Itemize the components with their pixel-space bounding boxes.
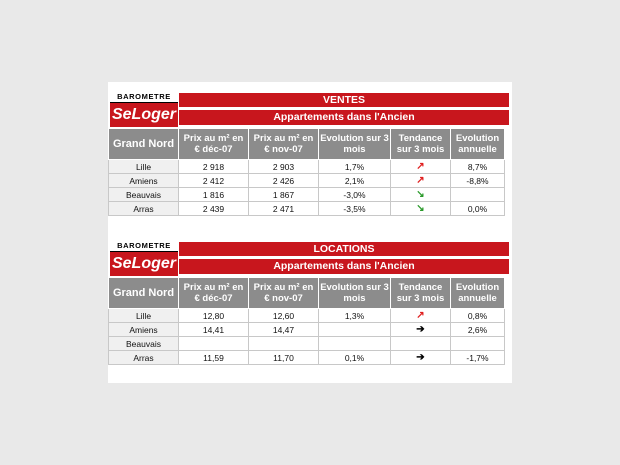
sales-table bbox=[108, 128, 505, 216]
price-nov-cell: 2 903 bbox=[249, 160, 319, 174]
trend-down-arrow-icon: ↘ bbox=[391, 202, 451, 216]
table-row bbox=[109, 323, 505, 337]
table-row bbox=[109, 202, 505, 216]
annual-cell: 0,8% bbox=[451, 309, 505, 323]
city-cell: Amiens bbox=[109, 174, 179, 188]
evolution-3m-cell bbox=[319, 337, 391, 351]
logo-brand-text: SeLoger bbox=[110, 252, 178, 276]
evolution-3m-cell: -3,0% bbox=[319, 188, 391, 202]
price-dec-cell bbox=[179, 337, 249, 351]
annual-cell: 0,0% bbox=[451, 202, 505, 216]
barometer-sheet bbox=[108, 82, 512, 383]
header-price-dec: Prix au m² en € déc-07 bbox=[179, 278, 249, 309]
header-region: Grand Nord bbox=[109, 129, 179, 160]
evolution-3m-cell: 0,1% bbox=[319, 351, 391, 365]
sales-title: VENTES bbox=[178, 92, 510, 108]
table-row bbox=[109, 337, 505, 351]
city-cell: Beauvais bbox=[109, 188, 179, 202]
annual-cell: 2,6% bbox=[451, 323, 505, 337]
price-nov-cell: 12,60 bbox=[249, 309, 319, 323]
logo-brand-text: SeLoger bbox=[110, 103, 178, 127]
trend-flat-arrow-icon: ➔ bbox=[391, 351, 451, 365]
trend-cell bbox=[391, 337, 451, 351]
city-cell: Beauvais bbox=[109, 337, 179, 351]
logo-barometre-text: BAROMETRE bbox=[110, 241, 178, 252]
rentals-header-row bbox=[109, 278, 505, 309]
header-trend-3m: Tendance sur 3 mois bbox=[391, 129, 451, 160]
header-price-dec: Prix au m² en € déc-07 bbox=[179, 129, 249, 160]
evolution-3m-cell: 1,3% bbox=[319, 309, 391, 323]
annual-cell bbox=[451, 188, 505, 202]
price-nov-cell: 2 426 bbox=[249, 174, 319, 188]
table-row bbox=[109, 188, 505, 202]
header-annual: Evolution annuelle bbox=[451, 278, 505, 309]
header-evolution-3m: Evolution sur 3 mois bbox=[319, 129, 391, 160]
price-nov-cell bbox=[249, 337, 319, 351]
trend-down-arrow-icon: ↘ bbox=[391, 188, 451, 202]
price-dec-cell: 11,59 bbox=[179, 351, 249, 365]
price-nov-cell: 11,70 bbox=[249, 351, 319, 365]
sales-header-row bbox=[109, 129, 505, 160]
city-cell: Arras bbox=[109, 351, 179, 365]
trend-up-arrow-icon: ↗ bbox=[391, 174, 451, 188]
annual-cell: -1,7% bbox=[451, 351, 505, 365]
header-evolution-3m: Evolution sur 3 mois bbox=[319, 278, 391, 309]
table-row bbox=[109, 309, 505, 323]
city-cell: Lille bbox=[109, 160, 179, 174]
city-cell: Arras bbox=[109, 202, 179, 216]
table-row bbox=[109, 160, 505, 174]
rentals-subtitle: Appartements dans l'Ancien bbox=[178, 258, 510, 275]
header-trend-3m: Tendance sur 3 mois bbox=[391, 278, 451, 309]
evolution-3m-cell: 1,7% bbox=[319, 160, 391, 174]
sales-subtitle: Appartements dans l'Ancien bbox=[178, 109, 510, 126]
trend-flat-arrow-icon: ➔ bbox=[391, 323, 451, 337]
table-row bbox=[109, 351, 505, 365]
header-annual: Evolution annuelle bbox=[451, 129, 505, 160]
annual-cell bbox=[451, 337, 505, 351]
price-dec-cell: 2 439 bbox=[179, 202, 249, 216]
trend-up-arrow-icon: ↗ bbox=[391, 309, 451, 323]
trend-up-arrow-icon: ↗ bbox=[391, 160, 451, 174]
price-dec-cell: 2 412 bbox=[179, 174, 249, 188]
evolution-3m-cell bbox=[319, 323, 391, 337]
price-dec-cell: 12,80 bbox=[179, 309, 249, 323]
city-cell: Amiens bbox=[109, 323, 179, 337]
table-row bbox=[109, 174, 505, 188]
price-dec-cell: 14,41 bbox=[179, 323, 249, 337]
price-nov-cell: 1 867 bbox=[249, 188, 319, 202]
evolution-3m-cell: -3,5% bbox=[319, 202, 391, 216]
price-nov-cell: 14,47 bbox=[249, 323, 319, 337]
annual-cell: 8,7% bbox=[451, 160, 505, 174]
annual-cell: -8,8% bbox=[451, 174, 505, 188]
rentals-table bbox=[108, 277, 505, 365]
evolution-3m-cell: 2,1% bbox=[319, 174, 391, 188]
city-cell: Lille bbox=[109, 309, 179, 323]
logo-barometre-text: BAROMETRE bbox=[110, 92, 178, 103]
rentals-title: LOCATIONS bbox=[178, 241, 510, 257]
price-nov-cell: 2 471 bbox=[249, 202, 319, 216]
price-dec-cell: 1 816 bbox=[179, 188, 249, 202]
header-price-nov: Prix au m² en € nov-07 bbox=[249, 278, 319, 309]
header-region: Grand Nord bbox=[109, 278, 179, 309]
header-price-nov: Prix au m² en € nov-07 bbox=[249, 129, 319, 160]
price-dec-cell: 2 918 bbox=[179, 160, 249, 174]
